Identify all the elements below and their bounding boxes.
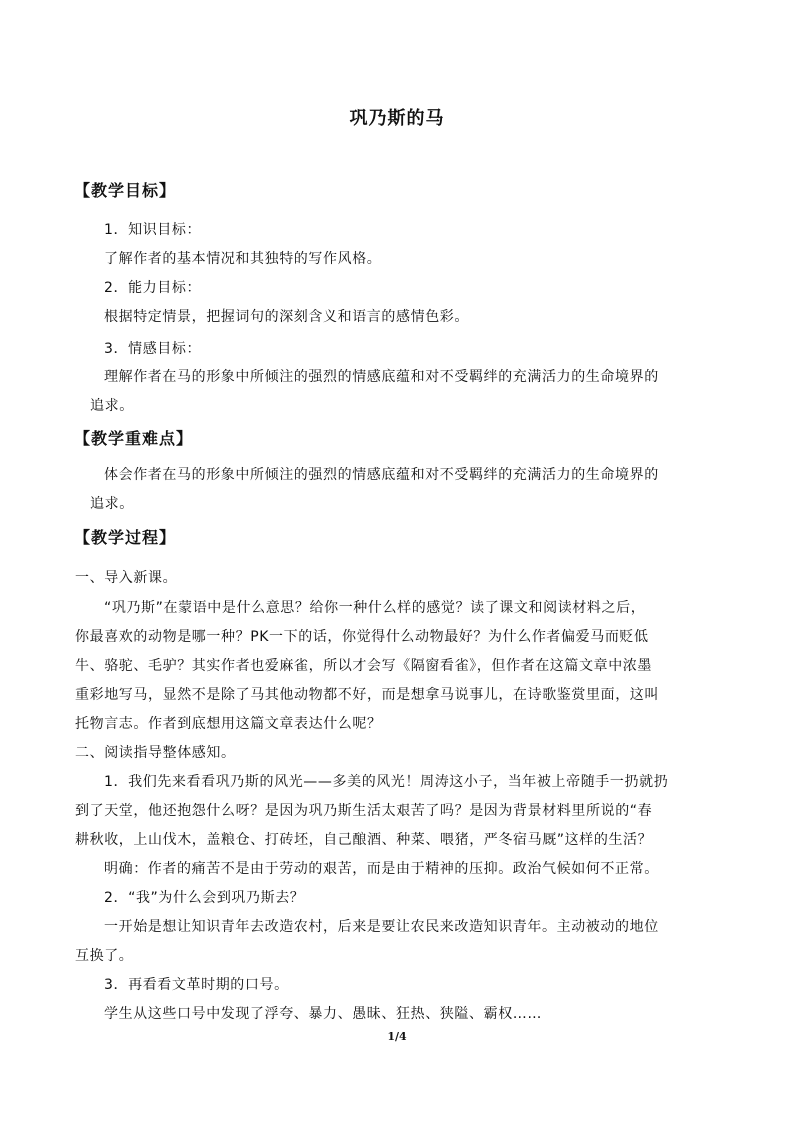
keypoints-text-line: 体会作者在马的形象中所倾注的强烈的情感底蕴和对不受羁绊的充满活力的生命境界的 (104, 467, 659, 483)
read-1-line: 到了天堂，他还抱怨什么呀？是因为巩乃斯生活太艰苦了吗？是因为背景材料里所说的“春 (75, 803, 653, 819)
clarify-text: 明确：作者的痛苦不是由于劳动的艰苦，而是由于精神的压抑。政治气候如何不正常。 (104, 861, 659, 877)
answer-2-line: 一开始是想让知识青年去改造农村，后来是要让农民来改造知识青年。主动被动的地位 (104, 919, 659, 935)
read-1-line: 耕秋收，上山伐木，盖粮仓、打砖坯，自己酿酒、种菜、喂猪，严冬宿马厩”这样的生活？ (75, 832, 653, 848)
goal-1-label: 1．知识目标： (104, 222, 202, 238)
step-2-heading: 二、阅读指导整体感知。 (75, 745, 236, 761)
goal-2-label: 2．能力目标： (104, 280, 202, 296)
goal-1-text: 了解作者的基本情况和其独特的写作风格。 (104, 251, 382, 267)
intro-line: 托物言志。作者到底想用这篇文章表达什么呢？ (75, 716, 382, 732)
goal-3-label: 3．情感目标： (104, 341, 202, 357)
step-1-heading: 一、导入新课。 (75, 570, 178, 586)
keypoints-text-line: 追求。 (90, 496, 134, 512)
answer-3: 学生从这些口号中发现了浮夸、暴力、愚昧、狂热、狭隘、霸权…… (104, 1006, 542, 1022)
read-1-line: 1．我们先来看看巩乃斯的风光——多美的风光！周涛这小子，当年被上帝随手一扔就扔 (104, 774, 669, 790)
keypoints-heading: 【教学重难点】 (74, 429, 194, 448)
goal-3-text-line: 理解作者在马的形象中所倾注的强烈的情感底蕴和对不受羁绊的充满活力的生命境界的 (104, 369, 659, 385)
answer-2-line: 互换了。 (75, 948, 134, 964)
intro-line: 重彩地写马，显然不是除了马其他动物都不好，而是想拿马说事儿，在诗歌鉴赏里面，这叫 (75, 687, 659, 703)
page-number: 1/4 (387, 1030, 407, 1043)
intro-line: 你最喜欢的动物是哪一种？PK一下的话，你觉得什么动物最好？为什么作者偏爱马而贬低 (75, 629, 649, 645)
goal-3-text-line: 追求。 (90, 398, 134, 414)
intro-line: 牛、骆驼、毛驴？其实作者也爱麻雀，所以才会写《隔窗看雀》，但作者在这篇文章中浓墨 (75, 658, 652, 674)
goal-2-text: 根据特定情景，把握词句的深刻含义和语言的感情色彩。 (104, 309, 469, 325)
goals-heading: 【教学目标】 (74, 181, 177, 200)
question-3: 3．再看看文革时期的口号。 (104, 977, 289, 993)
process-heading: 【教学过程】 (74, 528, 177, 547)
document-title: 巩乃斯的马 (349, 108, 445, 129)
question-2: 2．“我”为什么会到巩乃斯去？ (104, 890, 305, 906)
intro-line: “巩乃斯”在蒙语中是什么意思？给你一种什么样的感觉？读了课文和阅读材料之后， (104, 600, 646, 616)
